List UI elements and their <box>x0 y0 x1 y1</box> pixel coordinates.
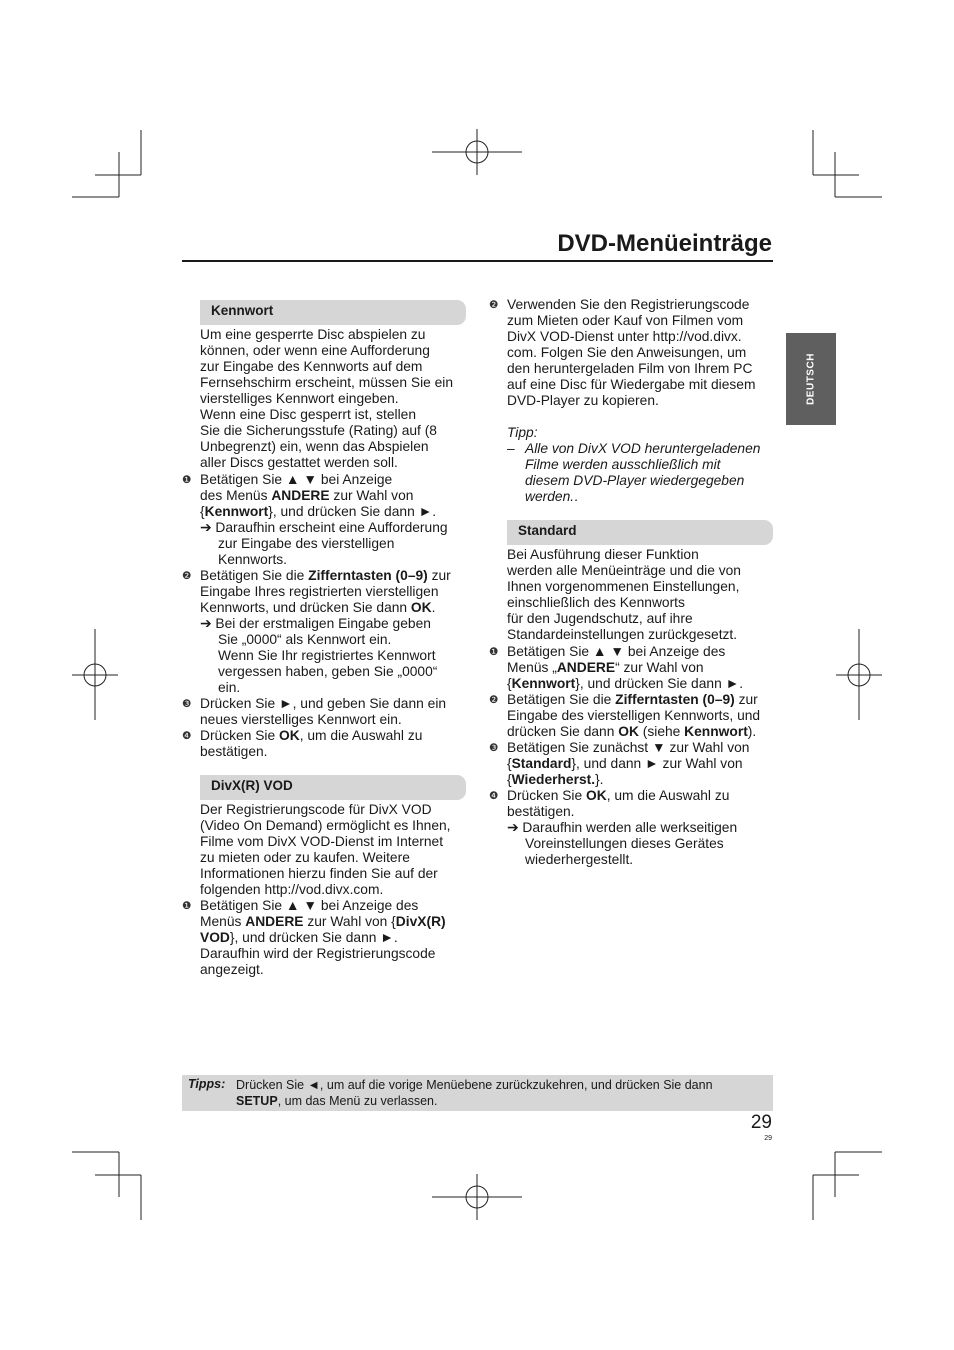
paragraph-line: Filme vom DivX VOD-Dienst im Internet <box>200 834 444 849</box>
result-line: Wenn Sie Ihr registriertes Kennwort <box>218 648 436 663</box>
divx-step-1 <box>200 898 446 978</box>
step-line: {Kennwort}, und drücken Sie dann ►. <box>200 504 437 519</box>
tip-line: werden.. <box>525 489 578 504</box>
section-heading-kennwort: Kennwort <box>200 300 466 325</box>
paragraph-line: Fernsehschirm erscheint, müssen Sie ein <box>200 375 454 390</box>
tip-line: Filme werden ausschließlich mit <box>525 457 721 472</box>
step-line: DVD-Player zu kopieren. <box>507 393 659 408</box>
tips-text <box>236 1077 713 1109</box>
paragraph-line: Unbegrenzt) ein, wenn das Abspielen <box>200 439 429 454</box>
paragraph-line: Um eine gesperrte Disc abspielen zu <box>200 327 426 342</box>
step-line: Betätigen Sie zunächst ▼ zur Wahl von <box>507 740 750 755</box>
step-line: des Menüs ANDERE zur Wahl von <box>200 488 414 503</box>
divx-tip <box>525 441 760 505</box>
paragraph-line: Der Registrierungscode für DivX VOD <box>200 802 432 817</box>
paragraph-line: einschließlich des Kennworts <box>507 595 685 610</box>
result-line: Sie „0000“ als Kennwort ein. <box>218 632 392 647</box>
language-side-tab <box>786 333 836 425</box>
result-line: vergessen haben, geben Sie „0000“ <box>218 664 438 679</box>
step-line: den heruntergeladen Film von Ihrem PC <box>507 361 753 376</box>
page-number-small: 29 <box>764 1135 772 1142</box>
step-line: com. Folgen Sie den Anweisungen, um <box>507 345 747 360</box>
kennwort-step-2 <box>200 568 451 696</box>
page-number: 29 <box>750 1112 772 1133</box>
tip-line: diesem DVD-Player wiedergegeben <box>525 473 745 488</box>
step-number: ❸ <box>489 742 499 754</box>
step-line: Drücken Sie OK, um die Auswahl zu <box>507 788 730 803</box>
result-line: wiederhergestellt. <box>525 852 634 867</box>
paragraph-line: Sie die Sicherungsstufe (Rating) auf (8 <box>200 423 437 438</box>
step-number: ❷ <box>489 299 499 311</box>
paragraph-line: können, oder wenn eine Aufforderung <box>200 343 430 358</box>
kennwort-step-1 <box>200 472 448 568</box>
section-heading-divx: DivX(R) VOD <box>200 775 466 800</box>
divx-intro <box>200 802 451 898</box>
paragraph-line: Bei Ausführung dieser Funktion <box>507 547 699 562</box>
step-line: zum Mieten oder Kauf von Filmen vom <box>507 313 744 328</box>
result-line: ➔ Daraufhin werden alle werkseitigen <box>507 820 738 835</box>
step-line: DivX VOD-Dienst unter http://vod.divx. <box>507 329 742 344</box>
step-line: Verwenden Sie den Registrierungscode <box>507 297 750 312</box>
paragraph-line: Ihnen vorgenommenen Einstellungen, <box>507 579 740 594</box>
divx-tip-label: Tipp: <box>507 425 538 440</box>
paragraph-line: zur Eingabe des Kennworts auf dem <box>200 359 423 374</box>
step-number: ❷ <box>489 694 499 706</box>
kennwort-step-3 <box>200 696 446 728</box>
result-line: zur Eingabe des vierstelligen <box>218 536 395 551</box>
step-number: ❶ <box>182 900 192 912</box>
paragraph-line: Wenn eine Disc gesperrt ist, stellen <box>200 407 416 422</box>
result-line: ➔ Daraufhin erscheint eine Aufforderung <box>200 520 448 535</box>
kennwort-intro <box>200 327 453 471</box>
paragraph-line: Informationen hierzu finden Sie auf der <box>200 866 438 881</box>
standard-step-3 <box>507 740 749 788</box>
standard-intro <box>507 547 741 643</box>
step-line: {Standard}, und dann ► zur Wahl von <box>507 756 743 771</box>
step-number: ❸ <box>182 698 192 710</box>
step-line: Eingabe des vierstelligen Kennworts, und <box>507 708 761 723</box>
step-line: Menüs ANDERE zur Wahl von {DivX(R) <box>200 914 446 929</box>
step-line: angezeigt. <box>200 962 264 977</box>
step-line: Eingabe Ihres registrierten vierstelligen <box>200 584 439 599</box>
result-line: ein. <box>218 680 241 695</box>
step-line: VOD}, und drücken Sie dann ►. <box>200 930 398 945</box>
kennwort-step-4 <box>200 728 422 760</box>
step-number: ❶ <box>182 474 192 486</box>
paragraph-line: zu mieten oder zu kaufen. Weitere <box>200 850 410 865</box>
paragraph-line: Standardeinstellungen zurückgesetzt. <box>507 627 738 642</box>
step-line: {Wiederherst.}. <box>507 772 604 787</box>
step-number: ❹ <box>489 790 499 802</box>
paragraph-line: vierstelliges Kennwort eingeben. <box>200 391 399 406</box>
step-line: Kennworts, und drücken Sie dann OK. <box>200 600 436 615</box>
result-line: Voreinstellungen dieses Gerätes <box>525 836 724 851</box>
step-line: Menüs „ANDERE“ zur Wahl von <box>507 660 704 675</box>
standard-step-4 <box>507 788 737 868</box>
language-label: DEUTSCH <box>805 353 817 405</box>
standard-step-1 <box>507 644 743 692</box>
step-line: Betätigen Sie die Zifferntasten (0–9) zur <box>200 568 451 583</box>
step-line: Betätigen Sie ▲ ▼ bei Anzeige des <box>507 644 726 659</box>
step-line: drücken Sie dann OK (siehe Kennwort). <box>507 724 757 739</box>
step-line: bestätigen. <box>200 744 268 759</box>
step-line: auf eine Disc für Wiedergabe mit diesem <box>507 377 756 392</box>
step-line: Daraufhin wird der Registrierungscode <box>200 946 436 961</box>
tips-line: SETUP, um das Menü zu verlassen. <box>236 1094 438 1108</box>
divx-tip-dash: – <box>507 441 515 456</box>
tips-box <box>182 1075 773 1111</box>
result-line: ➔ Bei der erstmaligen Eingabe geben <box>200 616 431 631</box>
step-line: neues vierstelliges Kennwort ein. <box>200 712 402 727</box>
step-line: Drücken Sie ►, und geben Sie dann ein <box>200 696 447 711</box>
divx-step-2 <box>507 297 755 409</box>
paragraph-line: (Video On Demand) ermöglicht es Ihnen, <box>200 818 451 833</box>
step-number: ❶ <box>489 646 499 658</box>
step-number: ❷ <box>182 570 192 582</box>
step-line: {Kennwort}, und drücken Sie dann ►. <box>507 676 744 691</box>
step-line: Betätigen Sie die Zifferntasten (0–9) zur <box>507 692 758 707</box>
step-line: bestätigen. <box>507 804 575 819</box>
tip-line: Alle von DivX VOD heruntergeladenen <box>525 441 761 456</box>
page-title: DVD-Menüeinträge <box>557 230 772 257</box>
step-line: Betätigen Sie ▲ ▼ bei Anzeige <box>200 472 393 487</box>
paragraph-line: aller Discs gestattet werden soll. <box>200 455 398 470</box>
tips-line: Drücken Sie ◄, um auf die vorige Menüebene zurückzukehren, und drücken Sie dann <box>236 1078 713 1092</box>
step-line: Betätigen Sie ▲ ▼ bei Anzeige des <box>200 898 419 913</box>
paragraph-line: werden alle Menüeinträge und die von <box>507 563 741 578</box>
title-rule <box>182 260 773 262</box>
tips-label: Tipps: <box>188 1077 226 1091</box>
step-line: Drücken Sie OK, um die Auswahl zu <box>200 728 423 743</box>
result-line: Kennworts. <box>218 552 288 567</box>
standard-step-2 <box>507 692 760 740</box>
paragraph-line: folgenden http://vod.divx.com. <box>200 882 384 897</box>
paragraph-line: für den Jugendschutz, auf ihre <box>507 611 693 626</box>
section-heading-standard: Standard <box>507 520 773 545</box>
step-number: ❹ <box>182 730 192 742</box>
